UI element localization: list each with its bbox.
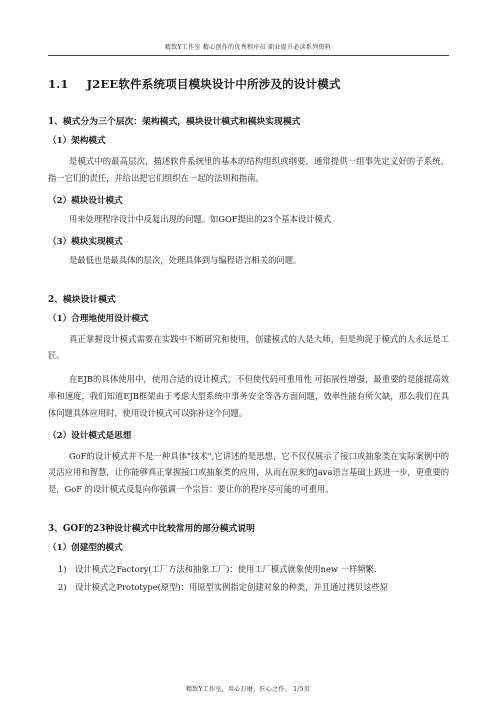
part1-heading: 1、模式分为三个层次：架构模式，模块设计模式和模块实现模式 [48, 117, 301, 127]
spacer [48, 276, 449, 292]
part2-heading: 2、模块设计模式 [48, 294, 116, 305]
part1-item3-text: 是最低也是最具体的层次，处理具体到与编程语言相关的问题。 [69, 254, 302, 265]
page-footer: 精致Y工作室，用心打磨，匠心之作。 1/5页 [185, 686, 311, 693]
part1-item2-text: 用来处理程序设计中反复出现的问题。如GOF提出的23个基本设计模式 [69, 213, 332, 224]
part1-item2-heading: （2）模块设计模式 [48, 195, 123, 206]
document-body [48, 76, 449, 596]
list-item-text: 设计模式之Factory(工厂方法和抽象工厂)：使用工厂模式就象使用new 一样频繁. [75, 563, 377, 574]
list-item-text: 设计模式之Prototype(原型)：用原型实例指定创建对象的种类，并且通过拷贝这些原 [75, 581, 389, 592]
part2-item2-para1: GoF的设计模式并不是一种具体"技术",它讲述的是思想，它不仅仅展示了接口或抽象类在实际案例中的灵活应用和智慧，让你能够真正掌握接口或抽象类的应用，从而在原来的Java语言基础上跃进一步，更重要的是，GoF 的设计模式反复向你强调一个宗旨：要让你的程序尽可能的可重用。 [48, 450, 449, 495]
part1-item1-heading: （1）架构模式 [48, 136, 106, 146]
list-item [48, 560, 449, 578]
list-item [48, 578, 449, 596]
spacer [48, 505, 449, 521]
part3-heading: 3、GOF的23种设计模式中比较常用的部分模式说明 [48, 523, 255, 534]
part1-item1-text: 是模式中的最高层次，描述软件系统里的基本的结构组织或纲要，通常提供一组事先定义好的子系统，指一它们的责任，并给出把它们组织在一起的法则和指南。 [48, 156, 449, 183]
section-title [48, 76, 449, 92]
header-rule [48, 55, 449, 56]
part3-sub-heading: （1）创建型的模式 [48, 542, 123, 553]
section-title-text: J2EE软件系统项目模块设计中所涉及的设计模式 [86, 77, 341, 91]
list-item-number: 2) [58, 581, 67, 592]
part2-item1-para2: 在EJB的具体使用中，使用合适的设计模式，不但使代码可重用性 可拓展性增强，最重要的是能提高效率和速度，我们知道EJB框架由于考虑大型系统中事务安全等各方面问题，效率性能有所欠缺，那么我们在具体问题具体应用时，使用设计模式可以弥补这个问题。 [48, 374, 449, 418]
part2-item1-para1: 真正掌握设计模式需要在实践中不断研究和使用，创建模式的人是大师，但是拘泥于模式的人永远是工匠。 [48, 333, 449, 361]
section-number: 1.1 [48, 77, 69, 91]
part1-item3-heading: （3）模块实现模式 [48, 236, 123, 247]
page-header: 精致Y工作室 精心创作的优秀程序员 职业提升必读系列资料 [164, 44, 332, 51]
part2-item2-heading: （2）设计模式是思想 [48, 430, 132, 441]
list-item-number: 1) [58, 563, 67, 574]
pattern-list [48, 560, 449, 596]
part2-item1-heading: （1）合理地使用设计模式 [48, 313, 149, 324]
